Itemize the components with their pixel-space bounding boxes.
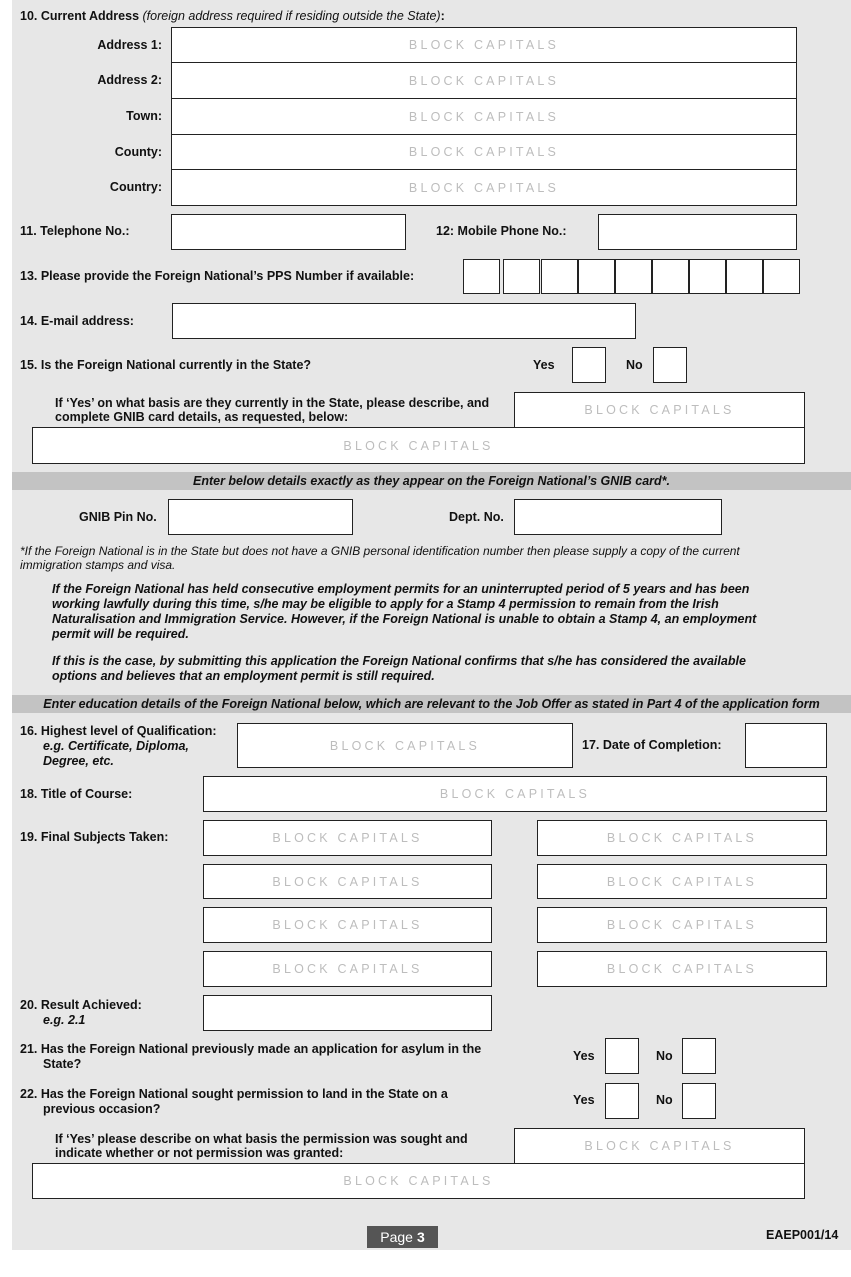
town-placeholder: BLOCK CAPITALS [408, 109, 560, 124]
subject-field-6[interactable] [537, 907, 827, 943]
q10-note: (foreign address required if residing outside the State) [142, 9, 441, 23]
q15-basis-placeholder-1: BLOCK CAPITALS [584, 403, 735, 417]
q15-yes-checkbox[interactable] [572, 347, 606, 383]
subject-placeholder-4: BLOCK CAPITALS [606, 874, 758, 889]
gnib-footnote-line1: *If the Foreign National is in the State but does not have a GNIB personal identification number then please supply a copy of the current [20, 544, 740, 558]
mobile-phone-field[interactable] [598, 214, 797, 250]
pps-digit-2[interactable] [503, 259, 540, 294]
q16-example-line2: Degree, etc. [43, 754, 114, 768]
address1-label: Address 1: [97, 38, 162, 52]
address2-label: Address 2: [97, 73, 162, 87]
course-title-placeholder: BLOCK CAPITALS [439, 787, 591, 801]
q15-no-label: No [626, 358, 643, 372]
date-of-completion-field[interactable] [745, 723, 827, 768]
subject-placeholder-8: BLOCK CAPITALS [606, 962, 758, 976]
country-placeholder: BLOCK CAPITALS [408, 180, 560, 195]
gnib-pin-label: GNIB Pin No. [79, 510, 157, 524]
stamp4-p1-line1: If the Foreign National has held consecutive employment permits for an uninterrupted period of 5 years and has been [52, 582, 750, 596]
county-label: County: [114, 145, 162, 159]
country-field[interactable] [171, 169, 797, 206]
pps-digit-7[interactable] [689, 259, 726, 294]
q15-followup-line2: complete GNIB card details, as requested, below: [55, 410, 349, 424]
qualification-field[interactable] [237, 723, 573, 768]
subject-placeholder-1: BLOCK CAPITALS [272, 831, 423, 845]
q22-basis-field-1[interactable] [514, 1128, 805, 1164]
q21-line1: 21. Has the Foreign National previously made an application for asylum in the [20, 1042, 482, 1056]
q13-label: 13. Please provide the Foreign National’s PPS Number if available: [20, 269, 415, 283]
q21-line2: State? [43, 1057, 82, 1071]
subject-placeholder-3: BLOCK CAPITALS [272, 874, 423, 889]
page-label: Page [380, 1229, 413, 1245]
address2-field[interactable] [171, 62, 797, 99]
q21-no-checkbox[interactable] [682, 1038, 716, 1074]
q21-yes-label: Yes [573, 1049, 595, 1063]
pps-digit-6[interactable] [652, 259, 689, 294]
town-field[interactable] [171, 98, 797, 135]
stamp4-p1-line4: permit will be required. [52, 627, 189, 641]
subject-field-3[interactable] [203, 864, 492, 899]
q15-followup-line1: If ‘Yes’ on what basis are they currently in the State, please describe, and [55, 396, 490, 410]
town-label: Town: [126, 109, 162, 123]
q22-basis-placeholder-2: BLOCK CAPITALS [343, 1174, 494, 1188]
stamp4-p2-line1: If this is the case, by submitting this application the Foreign National confirms that s/he has considered the available [52, 654, 746, 668]
q15-basis-field-1[interactable] [514, 392, 805, 428]
q22-yes-label: Yes [573, 1093, 595, 1107]
qualification-placeholder: BLOCK CAPITALS [329, 738, 481, 753]
form-code: EAEP001/14 [766, 1228, 839, 1242]
q22-line1: 22. Has the Foreign National sought permission to land in the State on a [20, 1087, 448, 1101]
county-placeholder: BLOCK CAPITALS [408, 145, 560, 159]
q15-no-checkbox[interactable] [653, 347, 687, 383]
q21-no-label: No [656, 1049, 673, 1063]
gnib-footnote-line2: immigration stamps and visa. [20, 558, 176, 572]
pps-digit-1[interactable] [463, 259, 500, 294]
q10-label: 10. Current Address [20, 9, 140, 23]
q22-yes-checkbox[interactable] [605, 1083, 639, 1119]
subject-field-4[interactable] [537, 864, 827, 899]
subject-placeholder-5: BLOCK CAPITALS [272, 918, 423, 932]
subject-field-2[interactable] [537, 820, 827, 856]
education-section-band: Enter education details of the Foreign National below, which are relevant to the Job Offer as stated in Part 4 of the application form [12, 695, 851, 713]
q22-basis-field-2[interactable] [32, 1163, 805, 1199]
q15-basis-placeholder-2: BLOCK CAPITALS [343, 438, 494, 453]
q12-label: 12: Mobile Phone No.: [436, 224, 567, 238]
q20-label: 20. Result Achieved: [20, 998, 142, 1012]
q20-example: e.g. 2.1 [43, 1013, 86, 1027]
pps-digit-4[interactable] [578, 259, 615, 294]
stamp4-p1-line2: working lawfully during this time, s/he may be eligible to apply for a Stamp 4 permission to remain from the Irish [52, 597, 719, 611]
page-number: 3 [416, 1229, 425, 1245]
page-number-badge [367, 1226, 438, 1248]
q22-no-checkbox[interactable] [682, 1083, 716, 1119]
pps-digit-9[interactable] [763, 259, 800, 294]
pps-digit-5[interactable] [615, 259, 652, 294]
q15-yes-label: Yes [533, 358, 555, 372]
q22-followup-line1: If ‘Yes’ please describe on what basis the permission was sought and [55, 1132, 468, 1146]
q10-colon: : [440, 9, 445, 23]
county-field[interactable] [171, 134, 797, 170]
subject-field-8[interactable] [537, 951, 827, 987]
address1-placeholder: BLOCK CAPITALS [408, 38, 560, 52]
dept-no-field[interactable] [514, 499, 722, 535]
subject-field-7[interactable] [203, 951, 492, 987]
pps-digit-8[interactable] [726, 259, 763, 294]
q22-followup-line2: indicate whether or not permission was granted: [55, 1146, 344, 1160]
result-achieved-field[interactable] [203, 995, 492, 1031]
stamp4-p1-line3: Naturalisation and Immigration Service. However, if the Foreign National is unable to obtain a Stamp 4, an employment [52, 612, 757, 626]
address1-field[interactable] [171, 27, 797, 63]
q16-label: 16. Highest level of Qualification: [20, 724, 217, 738]
q18-label: 18. Title of Course: [20, 787, 133, 801]
subject-placeholder-6: BLOCK CAPITALS [606, 918, 758, 932]
subject-field-1[interactable] [203, 820, 492, 856]
q22-basis-placeholder-1: BLOCK CAPITALS [584, 1139, 735, 1153]
q21-yes-checkbox[interactable] [605, 1038, 639, 1074]
subject-placeholder-2: BLOCK CAPITALS [606, 831, 758, 845]
address2-placeholder: BLOCK CAPITALS [408, 73, 560, 88]
q14-label: 14. E-mail address: [20, 314, 134, 328]
q22-no-label: No [656, 1093, 673, 1107]
pps-digit-3[interactable] [541, 259, 578, 294]
subject-placeholder-7: BLOCK CAPITALS [272, 962, 423, 976]
course-title-field[interactable] [203, 776, 827, 812]
q11-label: 11. Telephone No.: [20, 224, 130, 238]
q15-label: 15. Is the Foreign National currently in the State? [20, 358, 312, 372]
q22-line2: previous occasion? [43, 1102, 161, 1116]
dept-no-label: Dept. No. [449, 510, 504, 524]
q15-basis-field-2[interactable] [32, 427, 805, 464]
country-label: Country: [109, 180, 162, 194]
q10-heading [20, 9, 445, 24]
q17-label: 17. Date of Completion: [582, 738, 722, 752]
stamp4-p2-line2: options and believes that an employment permit is still required. [52, 669, 435, 683]
q19-label: 19. Final Subjects Taken: [20, 830, 169, 844]
q16-example-line1: e.g. Certificate, Diploma, [43, 739, 189, 753]
telephone-field[interactable] [171, 214, 406, 250]
gnib-section-band: Enter below details exactly as they appear on the Foreign National’s GNIB card*. [12, 472, 851, 490]
gnib-pin-field[interactable] [168, 499, 353, 535]
subject-field-5[interactable] [203, 907, 492, 943]
email-field[interactable] [172, 303, 636, 339]
